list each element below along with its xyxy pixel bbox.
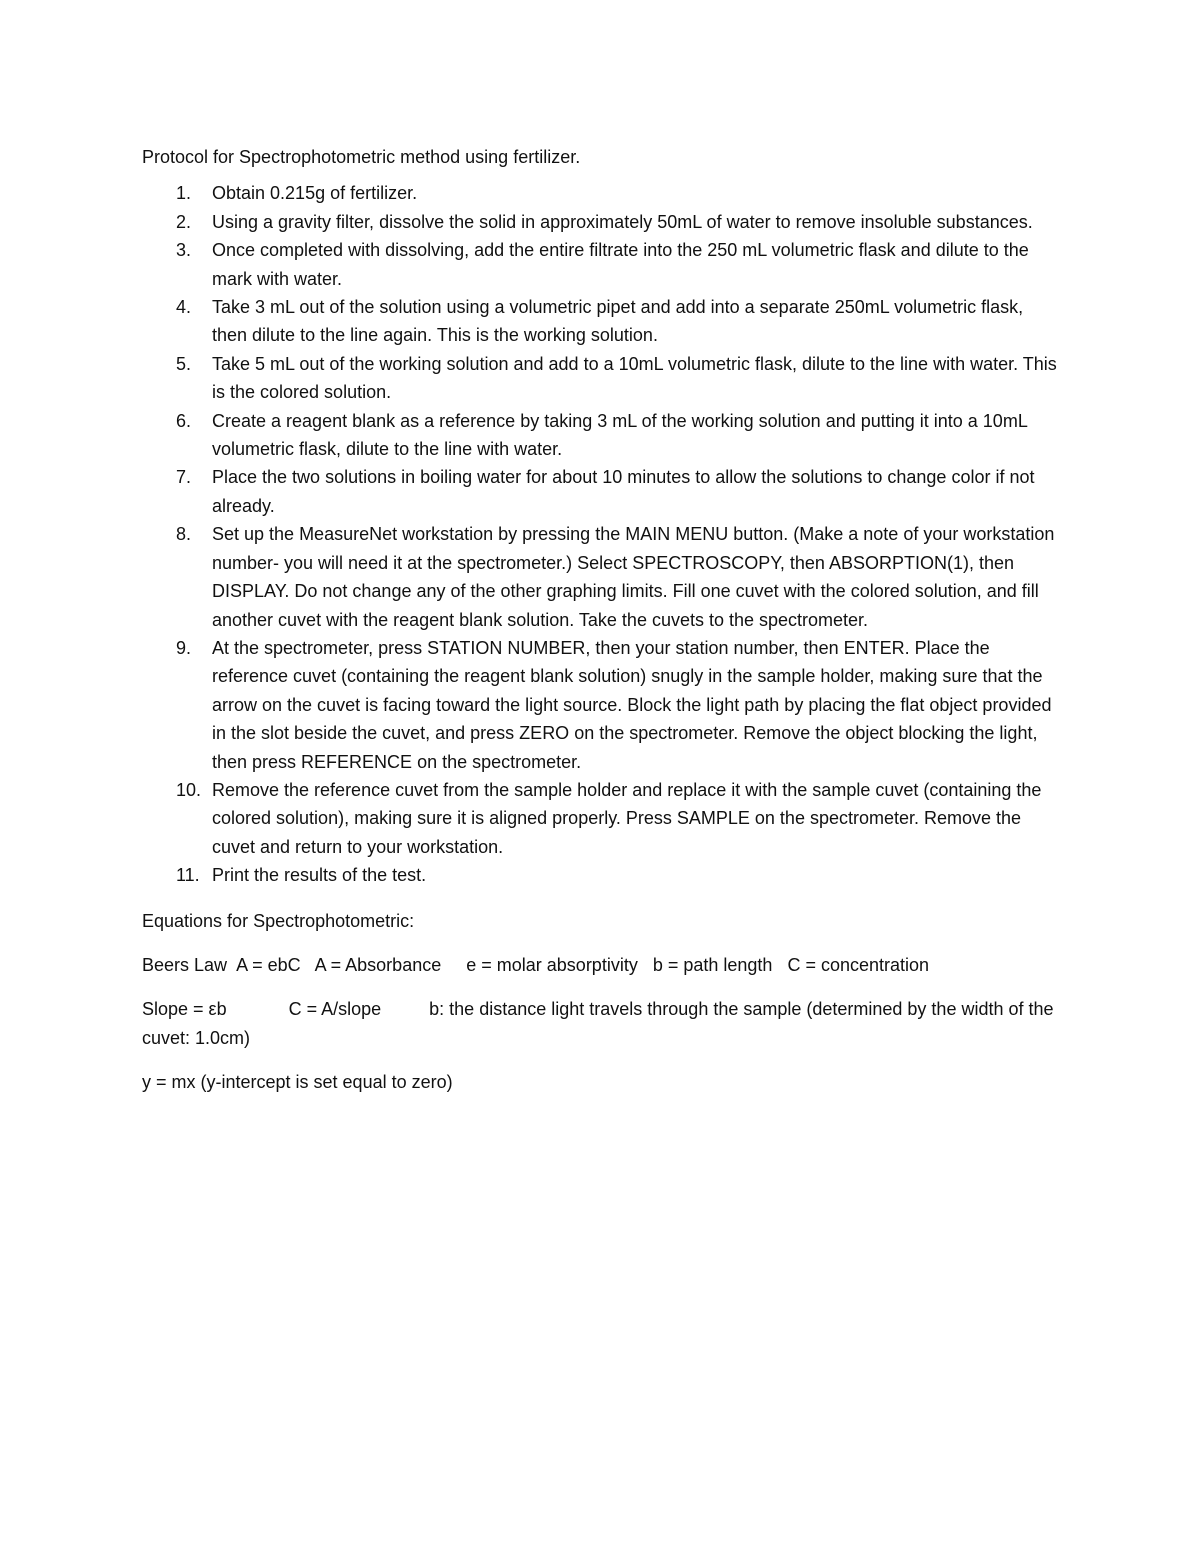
linear-equation: y = mx (y-intercept is set equal to zero): [142, 1072, 453, 1093]
list-item: [142, 208, 1062, 236]
step-number: 5.: [176, 353, 192, 374]
list-item: [142, 634, 1062, 776]
protocol-steps-list: [142, 179, 1062, 889]
list-item: [142, 179, 1062, 207]
molar-absorptivity-definition: e = molar absorptivity: [466, 954, 638, 975]
step-text: At the spectrometer, press STATION NUMBER, then your station number, then ENTER. Place the reference cuvet (containing the reagent blank solution) snugly in the sample holder, making sure that the arrow on the cuvet is facing toward the light source. Block the light path by placing the flat object provided in the slot beside the cuvet, and press ZERO on the spectrometer. Remove the object blocking the light, then press REFERENCE on the spectrometer.: [212, 637, 1052, 772]
page-title: Protocol for Spectrophotometric method using fertilizer.: [142, 147, 581, 167]
slope-equation: Slope = εb: [142, 999, 227, 1020]
list-item: [142, 236, 1062, 293]
list-item: [142, 463, 1062, 520]
step-number: 2.: [176, 211, 192, 232]
step-text: Obtain 0.215g of fertilizer.: [212, 183, 418, 204]
slope-line: [142, 995, 1062, 1052]
step-number: 3.: [176, 240, 192, 261]
beers-law-equation: A = ebC: [236, 954, 301, 975]
step-text: Place the two solutions in boiling water for about 10 minutes to allow the solutions to change color if not already.: [212, 467, 1035, 516]
step-number: 4.: [176, 297, 192, 318]
step-number: 11.: [176, 865, 200, 886]
step-number: 1.: [176, 183, 192, 204]
concentration-definition: C = concentration: [787, 954, 930, 975]
path-length-description: b: the distance light travels through the sample (determined by the width of the cuvet: 1.0cm): [142, 999, 1054, 1048]
step-number: 10.: [176, 779, 202, 800]
absorbance-definition: A = Absorbance: [314, 954, 442, 975]
step-text: Using a gravity filter, dissolve the solid in approximately 50mL of water to remove insoluble substances.: [212, 211, 1033, 232]
step-number: 9.: [176, 637, 192, 658]
list-item: [142, 776, 1062, 861]
step-text: Set up the MeasureNet workstation by pressing the MAIN MENU button. (Make a note of your workstation number- you will need it at the spectrometer.) Select SPECTROSCOPY, then ABSORPTION(1), then DISPLAY. Do not change any of the other graphing limits. Fill one cuvet with the colored solution, and fill another cuvet with the reagent blank solution. Take the cuvets to the spectrometer.: [212, 524, 1055, 630]
step-number: 7.: [176, 467, 192, 488]
list-item: [142, 861, 1062, 889]
concentration-equation: C = A/slope: [288, 999, 382, 1020]
step-text: Once completed with dissolving, add the entire filtrate into the 250 mL volumetric flask and dilute to the mark with water.: [212, 240, 1029, 289]
beers-law-label: Beers Law: [142, 954, 228, 975]
list-item: [142, 407, 1062, 464]
document-body: [142, 143, 1062, 1097]
step-text: Remove the reference cuvet from the sample holder and replace it with the sample cuvet (containing the colored solution), making sure it is aligned properly. Press SAMPLE on the spectrometer. Remove the cuvet and return to your workstation.: [212, 779, 1042, 857]
step-text: Take 3 mL out of the solution using a volumetric pipet and add into a separate 250mL volumetric flask, then dilute to the line again. This is the working solution.: [212, 297, 1024, 346]
beers-law-line: [142, 951, 1062, 979]
step-text: Create a reagent blank as a reference by taking 3 mL of the working solution and putting it into a 10mL volumetric flask, dilute to the line with water.: [212, 410, 1028, 460]
list-item: [142, 293, 1062, 350]
list-item: [142, 520, 1062, 634]
path-length-definition: b = path length: [652, 954, 773, 975]
equations-heading: Equations for Spectrophotometric:: [142, 910, 415, 931]
list-item: [142, 350, 1062, 407]
step-text: Take 5 mL out of the working solution and add to a 10mL volumetric flask, dilute to the line with water. This is the colored solution.: [212, 353, 1057, 403]
step-number: 8.: [176, 524, 192, 545]
step-number: 6.: [176, 410, 192, 431]
step-text: Print the results of the test.: [212, 865, 427, 886]
